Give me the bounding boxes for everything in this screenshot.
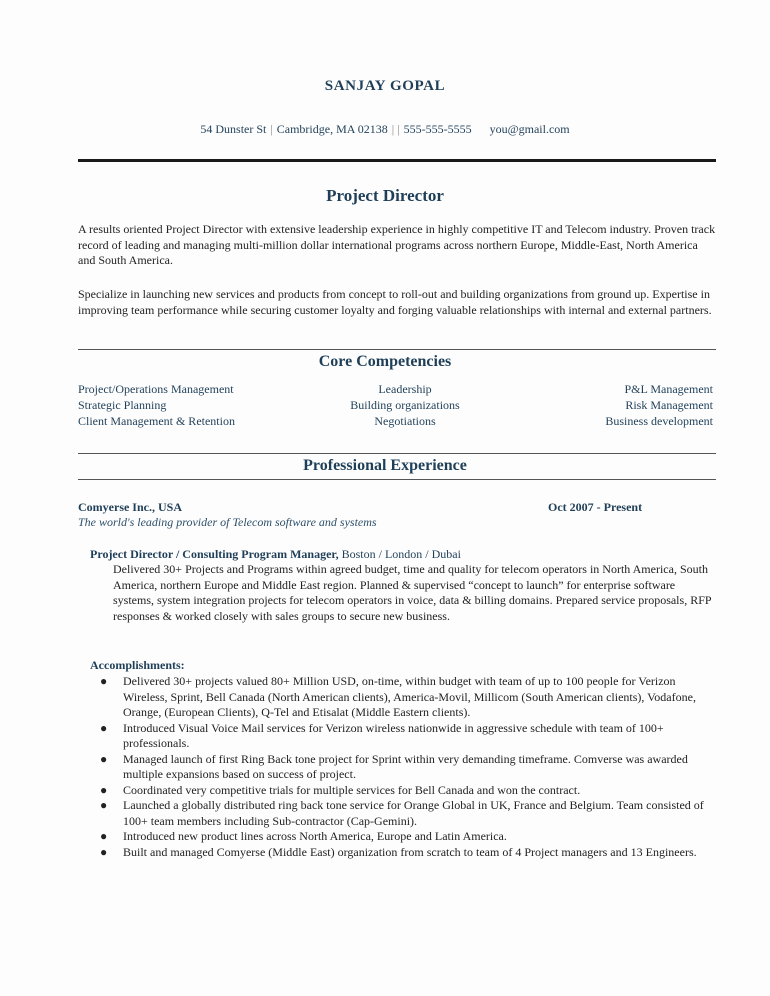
bullet-icon: ● xyxy=(100,844,108,859)
accomplishment-text: Introduced Visual Voice Mail services for Verizon wireless nationwide in aggressive schedule with team of 100+ professionals. xyxy=(123,720,664,750)
list-item xyxy=(100,829,712,845)
role-line xyxy=(90,547,461,562)
accomplishments-list xyxy=(100,674,712,860)
list-item xyxy=(100,845,712,861)
contact-line xyxy=(0,122,770,137)
contact-separator: | | xyxy=(391,122,400,136)
summary-paragraph-2: Specialize in launching new services and products from concept to roll-out and building organizations from ground up. Expertise in improving team performance while securing customer loyalty and forging valuable relationships with internal and external partners. xyxy=(78,287,712,317)
company-tagline: The world's leading provider of Telecom software and systems xyxy=(78,515,377,529)
role-title: Project Director / Consulting Program Manager, xyxy=(90,547,339,561)
accomplishment-text: Built and managed Comyerse (Middle East) organization from scratch to team of 4 Project managers and 13 Engineers. xyxy=(123,844,697,859)
experience-title: Professional Experience xyxy=(303,457,467,474)
list-item xyxy=(100,721,712,752)
summary-title: Project Director xyxy=(326,186,444,205)
city: Cambridge, MA 02138 xyxy=(276,122,388,136)
competency-item: Risk Management xyxy=(625,398,713,412)
competency-item: Client Management & Retention xyxy=(78,414,235,428)
list-item xyxy=(100,752,712,783)
list-item xyxy=(100,674,712,721)
bullet-icon: ● xyxy=(100,798,108,812)
summary-paragraph-1: A results oriented Project Director with extensive leadership experience in highly competitive IT and Telecom industry. Proven track record of leading and managing multi-million dollar international programs across northern Europe, Middle-East, North America and South America. xyxy=(78,222,716,267)
list-item xyxy=(100,783,712,799)
accomplishment-text: Introduced new product lines across North America, Europe and Latin America. xyxy=(123,829,507,843)
company-name: Comyerse Inc., USA xyxy=(78,500,182,514)
competency-item: P&L Management xyxy=(624,382,713,396)
competencies-left-column xyxy=(78,381,235,429)
competencies-title: Core Competencies xyxy=(318,353,452,370)
contact-separator: | xyxy=(270,122,273,136)
bullet-icon: ● xyxy=(100,751,108,766)
competency-item: Strategic Planning xyxy=(78,398,167,412)
competencies-divider-top xyxy=(78,349,716,350)
bullet-icon: ● xyxy=(100,782,108,797)
header-divider xyxy=(78,159,716,162)
candidate-name: SANJAY GOPAL xyxy=(324,78,446,94)
bullet-icon: ● xyxy=(100,720,108,735)
competency-item: Leadership xyxy=(378,382,432,396)
role-description: Delivered 30+ Projects and Programs within agreed budget, time and quality for telecom operators in North America, South America, northern Europe and Middle East region. Planned & supervised “concept to launch” for enterprise software systems, system integration projects for telecom operators in voice, data & billing domains. Prepared service proposals, RFP responses & worked closely with sales groups to secure new business. xyxy=(113,562,712,623)
address: 54 Dunster St xyxy=(200,122,267,136)
email: you@gmail.com xyxy=(489,122,570,136)
employment-dates: Oct 2007 - Present xyxy=(548,500,643,514)
competency-item: Business development xyxy=(605,414,713,428)
bullet-icon: ● xyxy=(100,829,108,843)
accomplishment-text: Coordinated very competitive trials for multiple services for Bell Canada and won the contract. xyxy=(123,782,581,797)
phone: 555-555-5555 xyxy=(403,122,472,136)
role-location: Boston / London / Dubai xyxy=(338,547,461,561)
competency-item: Project/Operations Management xyxy=(78,382,234,396)
competency-item: Negotiations xyxy=(374,414,436,428)
competencies-right-column xyxy=(560,381,713,429)
experience-divider-top xyxy=(78,453,716,454)
competencies-center-column xyxy=(330,381,480,429)
accomplishment-text: Launched a globally distributed ring back tone service for Orange Global in UK, France and Belgium. Team consisted of 100+ team members including Sub-contractor (Cap-Gemini). xyxy=(123,798,704,828)
list-item xyxy=(100,798,712,829)
accomplishment-text: Delivered 30+ projects valued 80+ Million USD, on-time, within budget with team of up to 100 people for Verizon Wireless, Sprint, Bell Canada (North American clients), America-Movil, Millicom (South American clients), Vodafone, Orange, (European Clients), Q-Tel and Etisalat (Middle Eastern clients). xyxy=(123,674,696,719)
competency-item: Building organizations xyxy=(350,398,460,412)
bullet-icon: ● xyxy=(100,674,108,688)
accomplishments-heading: Accomplishments: xyxy=(90,658,185,672)
experience-divider-bottom xyxy=(78,479,716,480)
accomplishment-text: Managed launch of first Ring Back tone project for Sprint within very demanding timeframe. Comverse was awarded multiple expansions based on success of project. xyxy=(123,751,688,781)
